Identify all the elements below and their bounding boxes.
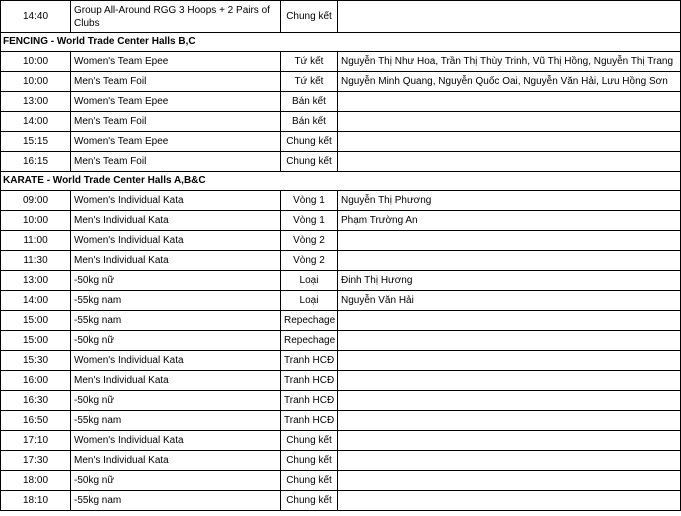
round-cell: Chung kết [281,471,338,491]
event-cell: Women's Team Epee [71,132,281,152]
athletes-cell [338,132,681,152]
table-row [1,491,681,511]
round-cell: Chung kết [281,152,338,172]
time-cell: 11:30 [1,251,71,271]
time-cell: 11:00 [1,231,71,251]
event-cell: Men's Team Foil [71,112,281,132]
athletes-cell [338,451,681,471]
event-cell: Men's Individual Kata [71,371,281,391]
round-cell: Tranh HCĐ [281,411,338,431]
table-row [1,231,681,251]
time-cell: 10:00 [1,52,71,72]
athletes-cell [338,351,681,371]
round-cell: Chung kết [281,451,338,471]
time-cell: 14:00 [1,112,71,132]
table-row [1,152,681,172]
athletes-cell [338,491,681,511]
table-row [1,251,681,271]
event-cell: Men's Team Foil [71,72,281,92]
event-cell: Men's Individual Kata [71,451,281,471]
athletes-cell: Nguyễn Thị Như Hoa, Trần Thị Thùy Trinh, Vũ Thị Hồng, Nguyễn Thị Trang [338,52,681,72]
table-row [1,291,681,311]
event-cell: -55kg nam [71,291,281,311]
round-cell: Vòng 1 [281,191,338,211]
time-cell: 15:30 [1,351,71,371]
event-cell: Women's Team Epee [71,52,281,72]
time-cell: 10:00 [1,211,71,231]
athletes-cell [338,431,681,451]
event-cell: Men's Individual Kata [71,211,281,231]
athletes-cell: Nguyễn Thị Phương [338,191,681,211]
event-cell: Group All-Around RGG 3 Hoops + 2 Pairs of Clubs [71,1,281,33]
event-cell: Women's Individual Kata [71,431,281,451]
round-cell: Vòng 2 [281,231,338,251]
event-cell: -50kg nữ [71,271,281,291]
round-cell: Chung kết [281,132,338,152]
athletes-cell [338,112,681,132]
table-row [1,191,681,211]
time-cell: 16:15 [1,152,71,172]
round-cell: Tranh HCĐ [281,351,338,371]
event-cell: -50kg nữ [71,471,281,491]
event-cell: Men's Individual Kata [71,251,281,271]
athletes-cell: Phạm Trường An [338,211,681,231]
time-cell: 09:00 [1,191,71,211]
event-cell: Women's Team Epee [71,92,281,112]
time-cell: 14:00 [1,291,71,311]
table-row [1,411,681,431]
event-cell: Women's Individual Kata [71,191,281,211]
time-cell: 13:00 [1,271,71,291]
athletes-cell [338,152,681,172]
table-row [1,351,681,371]
table-row [1,1,681,33]
round-cell: Tranh HCĐ [281,391,338,411]
time-cell: 13:00 [1,92,71,112]
time-cell: 18:10 [1,491,71,511]
athletes-cell [338,311,681,331]
time-cell: 16:00 [1,371,71,391]
event-cell: Women's Individual Kata [71,231,281,251]
time-cell: 16:50 [1,411,71,431]
table-row [1,311,681,331]
athletes-cell: Nguyễn Minh Quang, Nguyễn Quốc Oai, Nguyễn Văn Hải, Lưu Hồng Sơn [338,72,681,92]
table-row [1,371,681,391]
time-cell: 17:30 [1,451,71,471]
time-cell: 16:30 [1,391,71,411]
event-cell: -55kg nam [71,411,281,431]
athletes-cell: Đinh Thị Hương [338,271,681,291]
round-cell: Chung kết [281,431,338,451]
round-cell: Chung kết [281,491,338,511]
round-cell: Tứ kết [281,72,338,92]
table-row [1,92,681,112]
round-cell: Bán kết [281,92,338,112]
section-header-row [1,172,681,191]
table-row [1,72,681,92]
round-cell: Vòng 2 [281,251,338,271]
event-cell: -55kg nam [71,491,281,511]
round-cell: Loại [281,271,338,291]
round-cell: Chung kết [281,1,338,33]
table-row [1,112,681,132]
table-row [1,331,681,351]
time-cell: 18:00 [1,471,71,491]
athletes-cell [338,331,681,351]
athletes-cell [338,471,681,491]
round-cell: Loại [281,291,338,311]
athletes-cell [338,251,681,271]
section-title: KARATE - World Trade Center Halls A,B&C [1,172,681,191]
section-title: FENCING - World Trade Center Halls B,C [1,33,681,52]
table-row [1,52,681,72]
time-cell: 10:00 [1,72,71,92]
event-cell: Women's Individual Kata [71,351,281,371]
section-header-row [1,33,681,52]
athletes-cell [338,391,681,411]
athletes-cell [338,411,681,431]
time-cell: 14:40 [1,1,71,33]
time-cell: 15:00 [1,331,71,351]
round-cell: Vòng 1 [281,211,338,231]
round-cell: Repechage [281,311,338,331]
round-cell: Repechage [281,331,338,351]
athletes-cell [338,92,681,112]
table-row [1,471,681,491]
table-row [1,391,681,411]
athletes-cell [338,1,681,33]
round-cell: Tứ kết [281,52,338,72]
table-row [1,431,681,451]
round-cell: Bán kết [281,112,338,132]
athletes-cell: Nguyễn Văn Hải [338,291,681,311]
event-cell: -50kg nữ [71,331,281,351]
athletes-cell [338,231,681,251]
athletes-cell [338,371,681,391]
time-cell: 15:15 [1,132,71,152]
table-row [1,132,681,152]
event-cell: Men's Team Foil [71,152,281,172]
table-row [1,211,681,231]
table-row [1,451,681,471]
time-cell: 15:00 [1,311,71,331]
event-cell: -50kg nữ [71,391,281,411]
time-cell: 17:10 [1,431,71,451]
schedule-body [1,1,681,511]
table-row [1,271,681,291]
event-cell: -55kg nam [71,311,281,331]
round-cell: Tranh HCĐ [281,371,338,391]
